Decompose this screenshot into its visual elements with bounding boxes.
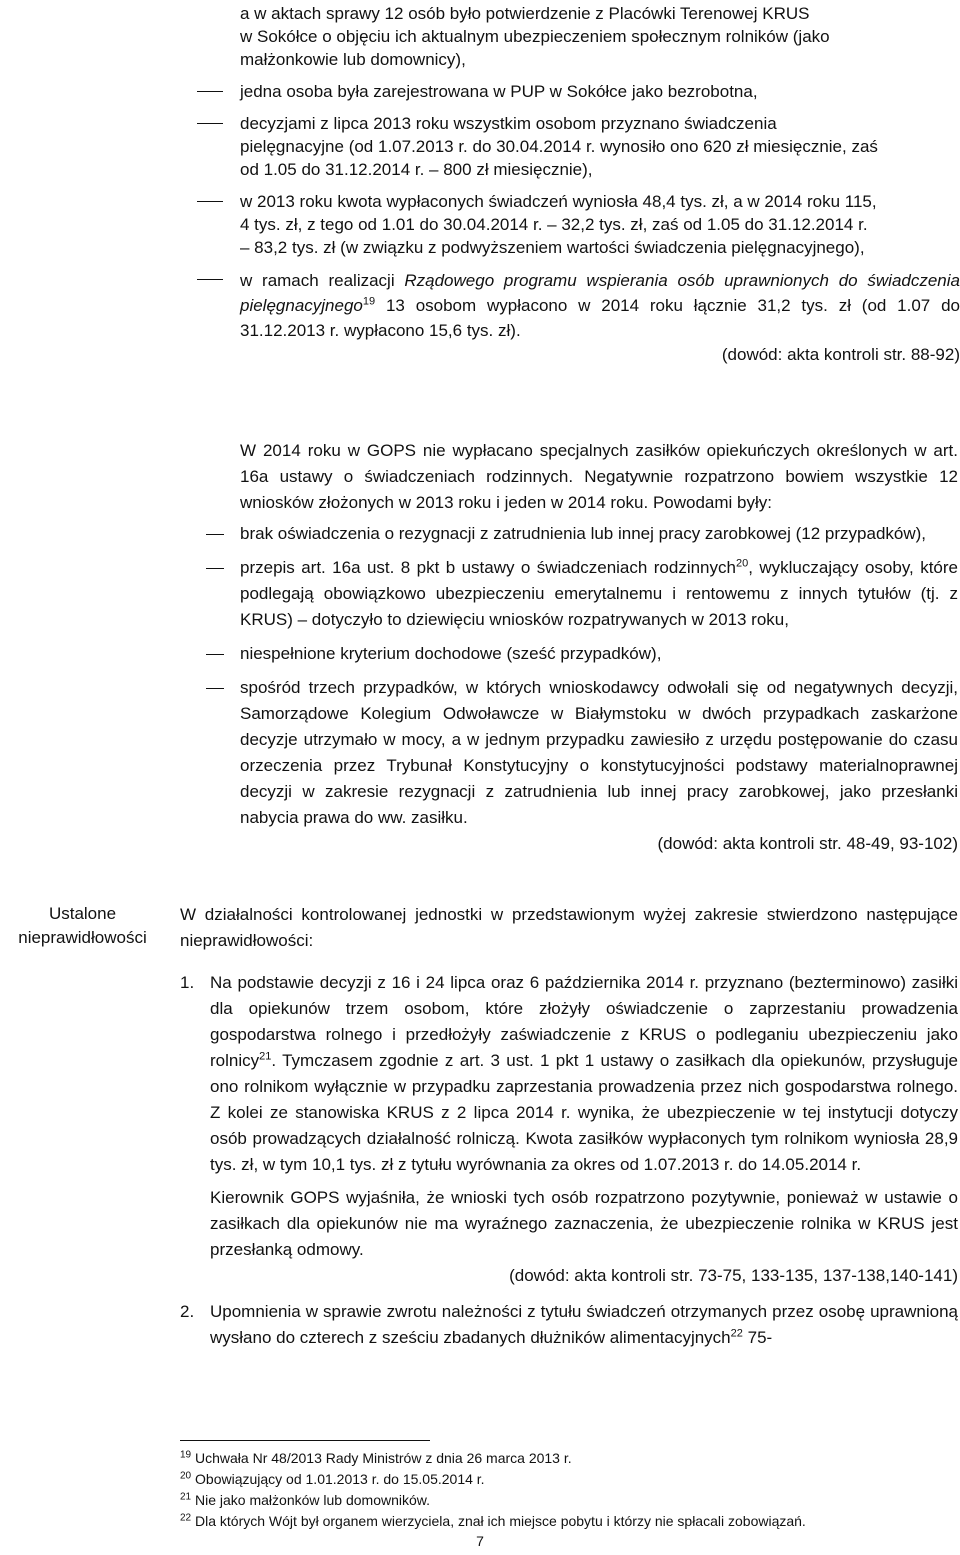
paragraph: W 2014 roku w GOPS nie wypłacano specjalnych zasiłków opiekuńczych określonych w art. 16a ustawy o świadczeniach rodzinnych. Negatywnie rozpatrzono bowiem wszystkie 12 wniosków złożonych w 2013 roku i jeden w 2014 roku. Powodami były: xyxy=(240,441,958,512)
list-item-text: brak oświadczenia o rezygnacji z zatrudnienia lub innej pracy zarobkowej (12 przypadków), xyxy=(240,524,927,543)
list-item-text: w ramach realizacji xyxy=(240,271,405,290)
text-line: w 2013 roku kwota wypłaconych świadczeń wyniosła 48,4 tys. zł, a w 2014 roku 115, xyxy=(240,192,877,211)
list-item xyxy=(240,555,958,633)
text-line: od 1.05 do 31.12.2014 r. – 800 zł miesięcznie), xyxy=(240,160,593,179)
footnote-ref: 19 xyxy=(362,295,376,308)
dash-bullet xyxy=(206,688,224,689)
footnote-number: 21 xyxy=(180,1491,192,1503)
evidence-reference: (dowód: akta kontroli str. 88-92) xyxy=(721,345,960,364)
list-item-text: przepis art. 16a ust. 8 pkt b ustawy o świadczeniach rodzinnych xyxy=(240,558,736,577)
numbered-item xyxy=(180,1299,958,1351)
list-item-text: , wykluczający osoby, które podlegają obowiązkowo ubezpieczeniu emerytalnemu i rentowemu z innych tytułów (tj. z KRUS) – dotyczyło to dziewięciu wniosków rozpatrywanych w 2013 roku, xyxy=(240,558,958,629)
footnote-number: 20 xyxy=(180,1470,192,1482)
dash-bullet xyxy=(197,279,223,280)
footnote-text: Uchwała Nr 48/2013 Rady Ministrów z dnia 26 marca 2013 r. xyxy=(191,1450,572,1466)
item-text: 75- xyxy=(742,1328,773,1347)
footnote xyxy=(180,1448,958,1469)
text-line: a w aktach sprawy 12 osób było potwierdzenie z Placówki Terenowej KRUS xyxy=(240,4,810,23)
numbered-item xyxy=(180,970,958,1289)
irregularities-section xyxy=(180,902,958,1361)
page-number: 7 xyxy=(476,1533,484,1549)
margin-note-line2: nieprawidłowości xyxy=(18,928,147,947)
text-line: 4 tys. zł, z tego od 1.01 do 30.04.2014 r. – 32,2 tys. zł, zaś od 1.05 do 31.12.2014 r. xyxy=(240,215,868,234)
footnote-text: Dla których Wójt był organem wierzyciela, znał ich miejsce pobytu i którzy nie spłacali zobowiązań. xyxy=(191,1513,806,1529)
list-item xyxy=(195,2,960,71)
footnote-number: 19 xyxy=(180,1449,192,1461)
item-text: Upomnienia w sprawie zwrotu należności z tytułu świadczeń otrzymanych przez osobę uprawnioną wysłano do czterech z sześciu zbadanych dłużników alimentacyjnych xyxy=(210,1302,958,1347)
text-line: małżonkowie lub domownicy), xyxy=(240,50,466,69)
special-allowance-section xyxy=(240,438,958,857)
list-item xyxy=(195,268,960,366)
findings-list-top xyxy=(195,0,960,375)
footnote-text: Nie jako małżonków lub domowników. xyxy=(191,1492,431,1508)
footnote-number: 22 xyxy=(180,1512,192,1524)
footnote xyxy=(180,1490,958,1511)
text-line: decyzjami z lipca 2013 roku wszystkim osobom przyznano świadczenia xyxy=(240,114,777,133)
dash-bullet xyxy=(206,534,224,535)
list-item-text: niespełnione kryterium dochodowe (sześć przypadków), xyxy=(240,644,662,663)
footnote xyxy=(180,1469,958,1490)
item-text: . Tymczasem zgodnie z art. 3 ust. 1 pkt 1 ustawy o zasiłkach dla opiekunów, przysługuje ono rolnikom wyłącznie w przypadku zaprzestania prowadzenia przez nich gospodarstwa rolnego. Z kolei ze stanowiska KRUS z 2 lipca 2014 r. wynika, że ubezpieczenie w tej instytucji dotyczy osób prowadzących działalność rolniczą. Kwota zasiłków wypłaconych tym rolnikom wyniosła 28,9 tys. zł, w tym 10,1 tys. zł z tytułu wyrównania za okres od 1.07.2013 r. do 14.05.2014 r. xyxy=(210,1051,958,1174)
list-item xyxy=(240,641,958,667)
list-item xyxy=(195,112,960,181)
text-line: w Sokółce o objęciu ich aktualnym ubezpieczeniem społecznym rolników (jako xyxy=(240,27,830,46)
program-title: Rządowego programu wspierania osób uprawnionych do świadczenia pielęgnacyjnego xyxy=(240,271,960,315)
list-item xyxy=(240,675,958,831)
margin-note-line1: Ustalone xyxy=(48,904,117,923)
dash-bullet xyxy=(197,123,223,124)
footnotes xyxy=(180,1448,958,1532)
footnote-text: Obowiązujący od 1.01.2013 r. do 15.05.2014 r. xyxy=(191,1471,485,1487)
list-item xyxy=(195,190,960,259)
margin-note xyxy=(0,902,165,950)
evidence-reference: (dowód: akta kontroli str. 73-75, 133-135, 137-138,140-141) xyxy=(509,1266,958,1285)
item-number: 1. xyxy=(180,973,195,992)
list-item-text: spośród trzech przypadków, w których wnioskodawcy odwołali się od negatywnych decyzji, Samorządowe Kolegium Odwoławcze w Białymstoku w dwóch przypadkach zaskarżone decyzje utrzymało w mocy, a w jednym przypadku zawiesiło z urzędu postępowanie do czasu orzeczenia przez Trybunał Konstytucyjny o konstytucyjności podstawy materialnoprawnej decyzji w zakresie rezygnacji z zatrudnienia lub innej pracy zarobkowej, jako przesłanki nabycia prawa do ww. zasiłku. xyxy=(240,678,958,827)
dash-bullet xyxy=(197,201,223,202)
dash-bullet xyxy=(206,654,224,655)
text-line: pielęgnacyjne (od 1.07.2013 r. do 30.04.2014 r. wynosiło ono 620 zł miesięcznie, zaś xyxy=(240,137,878,156)
list-item xyxy=(195,80,960,103)
paragraph: W działalności kontrolowanej jednostki w przedstawionym wyżej zakresie stwierdzono następujące nieprawidłowości: xyxy=(180,905,958,950)
list-item-text: jedna osoba była zarejestrowana w PUP w Sokółce jako bezrobotna, xyxy=(240,82,758,101)
dash-bullet xyxy=(206,568,224,569)
item-number: 2. xyxy=(180,1302,195,1321)
dash-bullet xyxy=(197,91,223,92)
text-line: – 83,2 tys. zł (w związku z podwyższeniem wartości świadczenia pielęgnacyjnego), xyxy=(240,238,865,257)
list-item-text: 13 osobom wypłacono w 2014 roku łącznie 31,2 tys. zł (od 1.07 do 31.12.2013 r. wypłacono 15,6 tys. zł). xyxy=(240,296,960,340)
list-item xyxy=(240,521,958,547)
footnote-separator xyxy=(180,1440,430,1441)
footnote-ref: 21 xyxy=(259,1050,272,1063)
footnote-ref: 20 xyxy=(735,557,749,570)
footnote xyxy=(180,1511,958,1532)
evidence-reference: (dowód: akta kontroli str. 48-49, 93-102) xyxy=(657,834,958,853)
paragraph: Kierownik GOPS wyjaśniła, że wnioski tych osób rozpatrzono pozytywnie, ponieważ w ustawie o zasiłkach dla opiekunów nie ma wyraźnego zaznaczenia, że ubezpieczenie rolnika w KRUS jest przesłanką odmowy. xyxy=(210,1188,958,1259)
footnote-ref: 22 xyxy=(730,1327,743,1340)
item-text: Na podstawie decyzji z 16 i 24 lipca oraz 6 października 2014 r. przyznano (bezterminowo) zasiłki dla opiekunów trzem osobom, które złożyły oświadczenie o zaprzestaniu prowadzenia gospodarstwa rolnego i przedłożyły zaświadczenie z KRUS o podleganiu ubezpieczeniu jako rolnicy xyxy=(210,973,958,1070)
